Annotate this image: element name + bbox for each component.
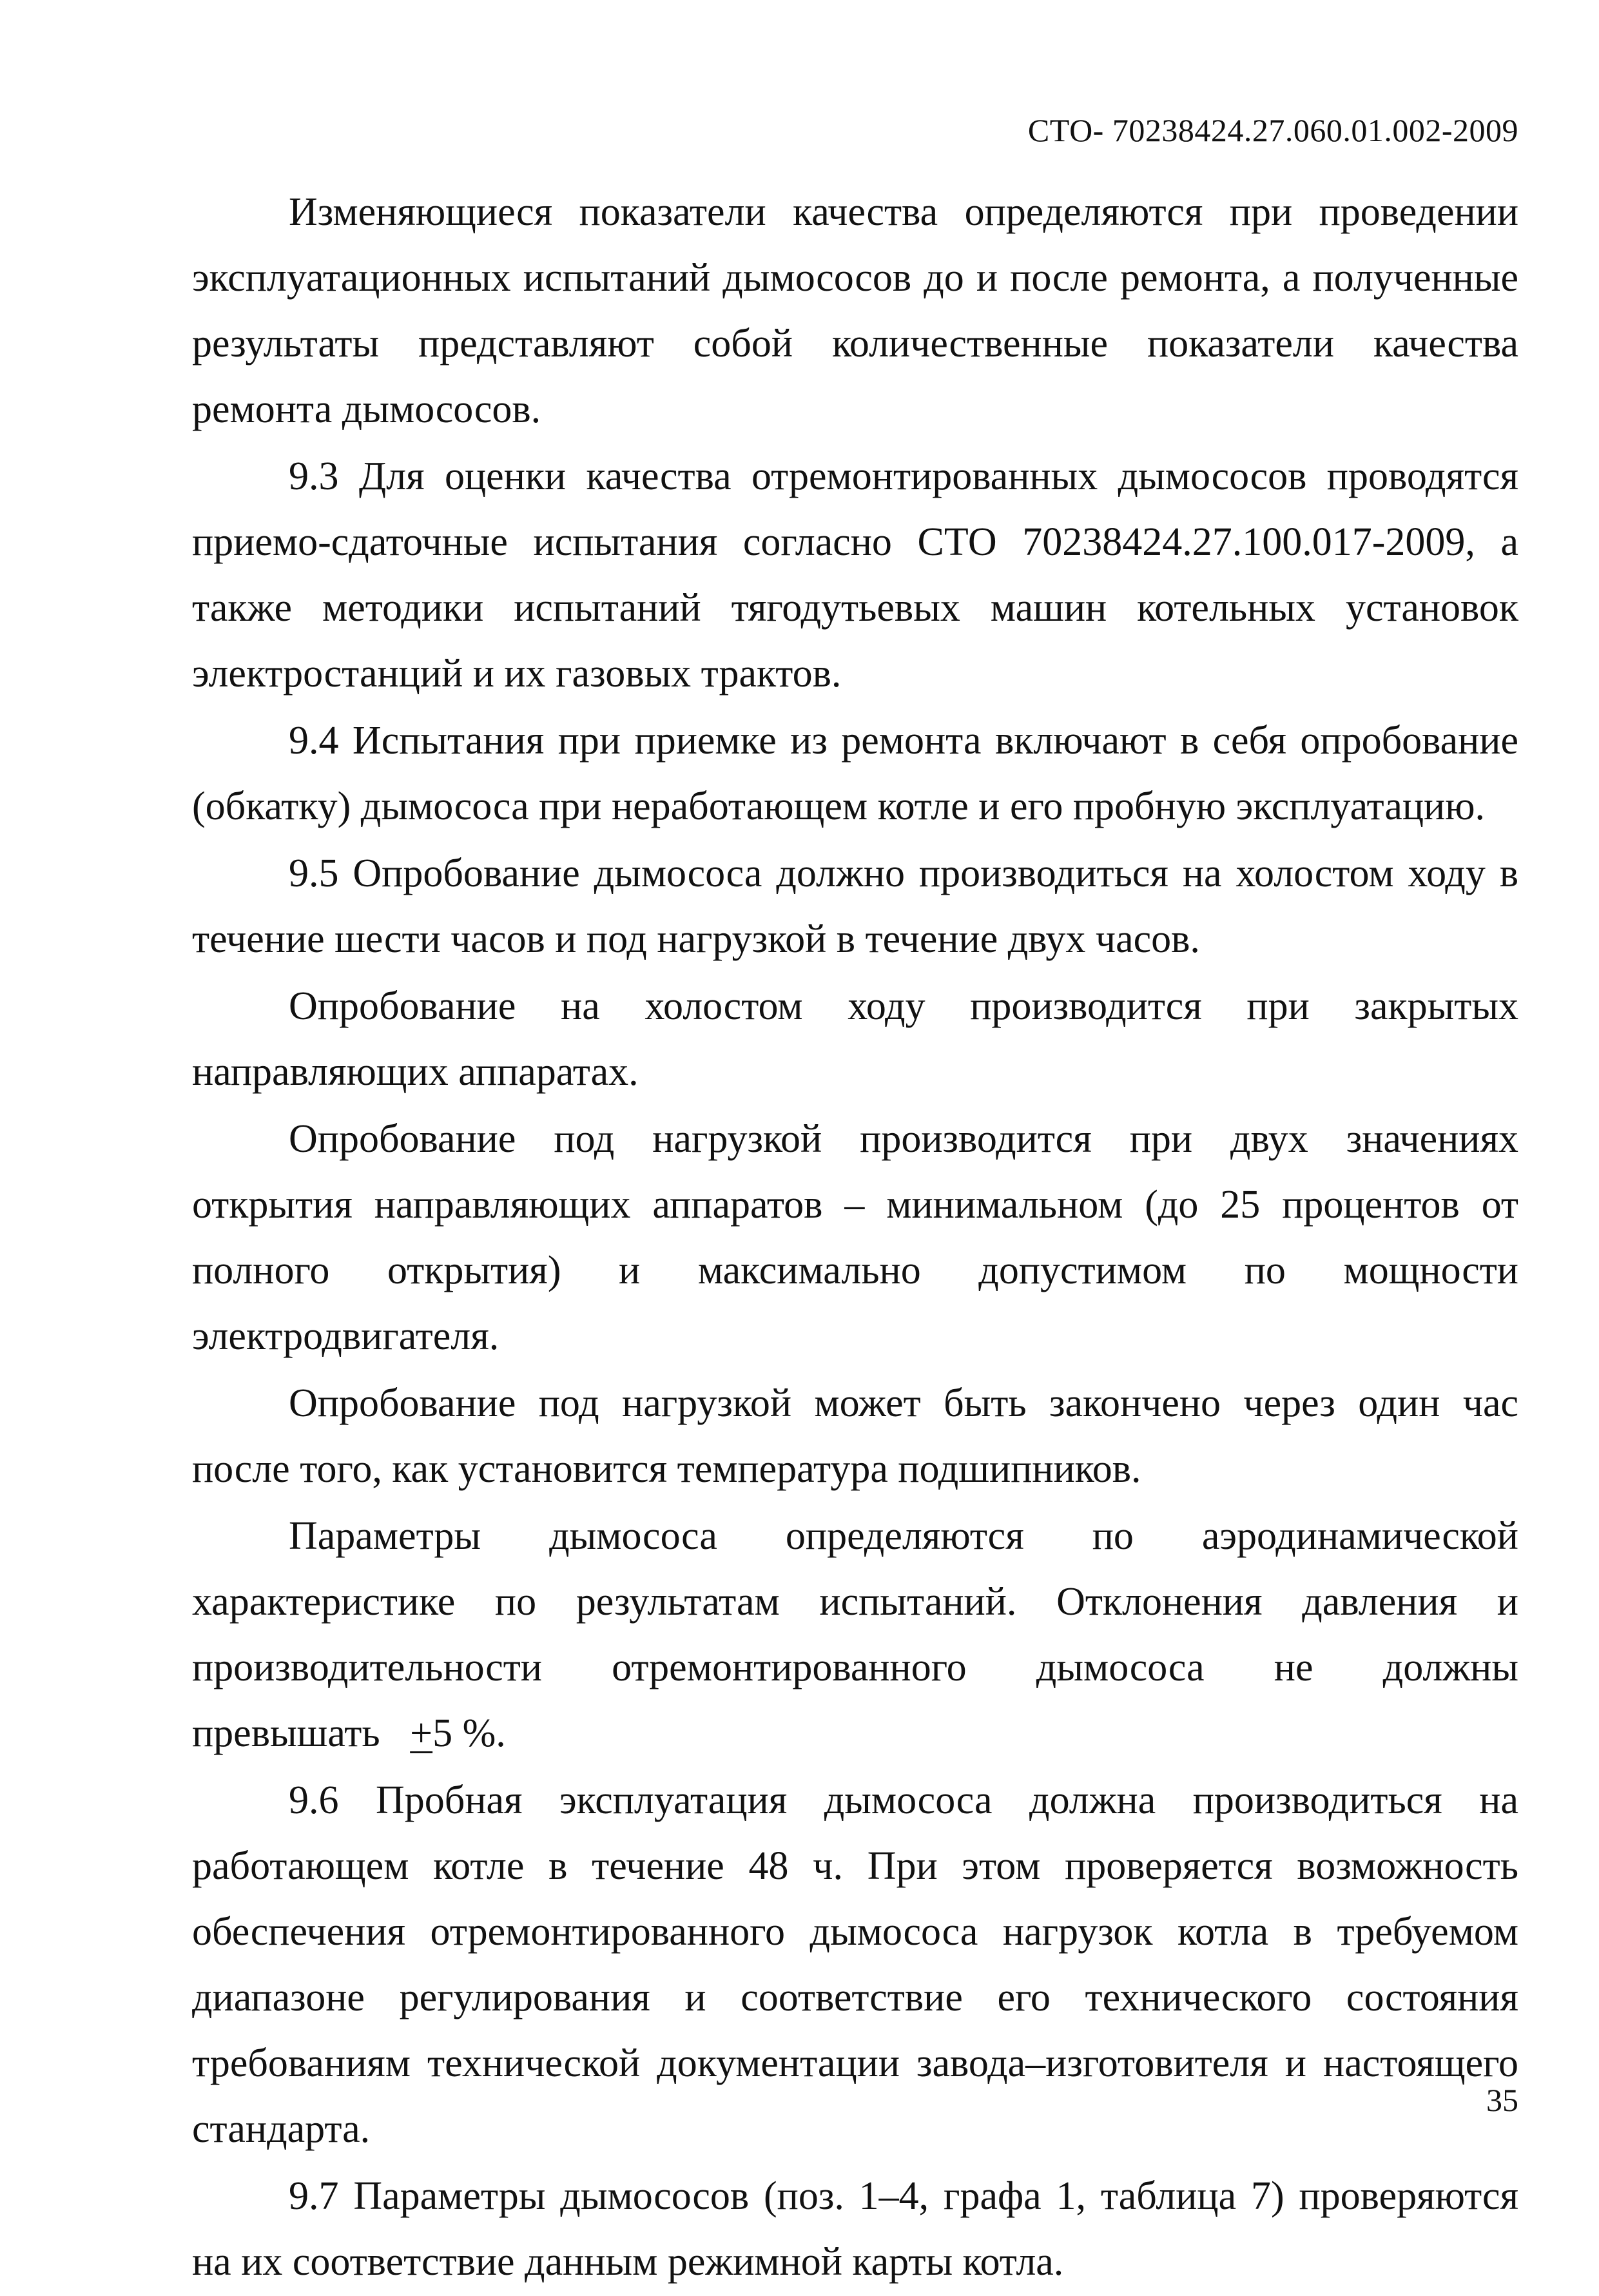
paragraph-load-test-end: Опробование под нагрузкой может быть закончено через один час после того, как установится температура подшипников.: [192, 1381, 1518, 1491]
tolerance-value: 5 %.: [432, 1711, 506, 1755]
paragraph-9-4: 9.4 Испытания при приемке из ремонта включают в себя опробование (обкатку) дымососа при неработающем котле и его пробную эксплуатацию.: [192, 719, 1518, 828]
paragraph-idle-test: Опробование на холостом ходу производится при закрытых направляющих аппаратах.: [192, 984, 1518, 1094]
page-number: 35: [1486, 2082, 1518, 2118]
paragraph-load-test: Опробование под нагрузкой производится при двух значениях открытия направляющих аппаратов – минимальном (до 25 процентов от полного открытия) и максимально допустимом по мощности электродвигателя.: [192, 1117, 1518, 1358]
paragraph-quality-indicators: Изменяющиеся показатели качества определяются при проведении эксплуатационных испытаний дымососов до и после ремонта, а полученные результаты представляют собой количественные показатели качества ремонта дымососов.: [192, 190, 1518, 431]
document-code-header: СТО- 70238424.27.060.01.002-2009: [1027, 112, 1518, 148]
paragraph-9-6: 9.6 Пробная эксплуатация дымососа должна производиться на работающем котле в течение 48 ч. При этом проверяется возможность обеспечения отремонтированного дымососа нагрузок котла в требуемом диапазоне регулирования и соответствие его технического состояния требованиям технической документации завода–изготовителя и настоящего стандарта.: [192, 1778, 1518, 2151]
paragraph-parameters-tolerance: [192, 1503, 1518, 1766]
paragraph-9-3: 9.3 Для оценки качества отремонтированных дымососов проводятся приемо-сдаточные испытания согласно СТО 70238424.27.100.017-2009, а также методики испытаний тягодутьевых машин котельных установок электростанций и их газовых трактов.: [192, 454, 1518, 696]
paragraph-9-5: 9.5 Опробование дымососа должно производиться на холостом ходу в течение шести часов и под нагрузкой в течение двух часов.: [192, 851, 1518, 961]
paragraph-9-7: 9.7 Параметры дымососов (поз. 1–4, графа 1, таблица 7) проверяются на их соответствие данным режимной карты котла.: [192, 2174, 1518, 2284]
paragraph-parameters-text: Параметры дымососа определяются по аэродинамической характеристике по результатам испытаний. Отклонения давления и производительности отремонтированного дымососа не должны превышать: [192, 1514, 1518, 1755]
body-text: [192, 179, 1518, 2296]
plus-minus-sign: +: [410, 1711, 433, 1755]
